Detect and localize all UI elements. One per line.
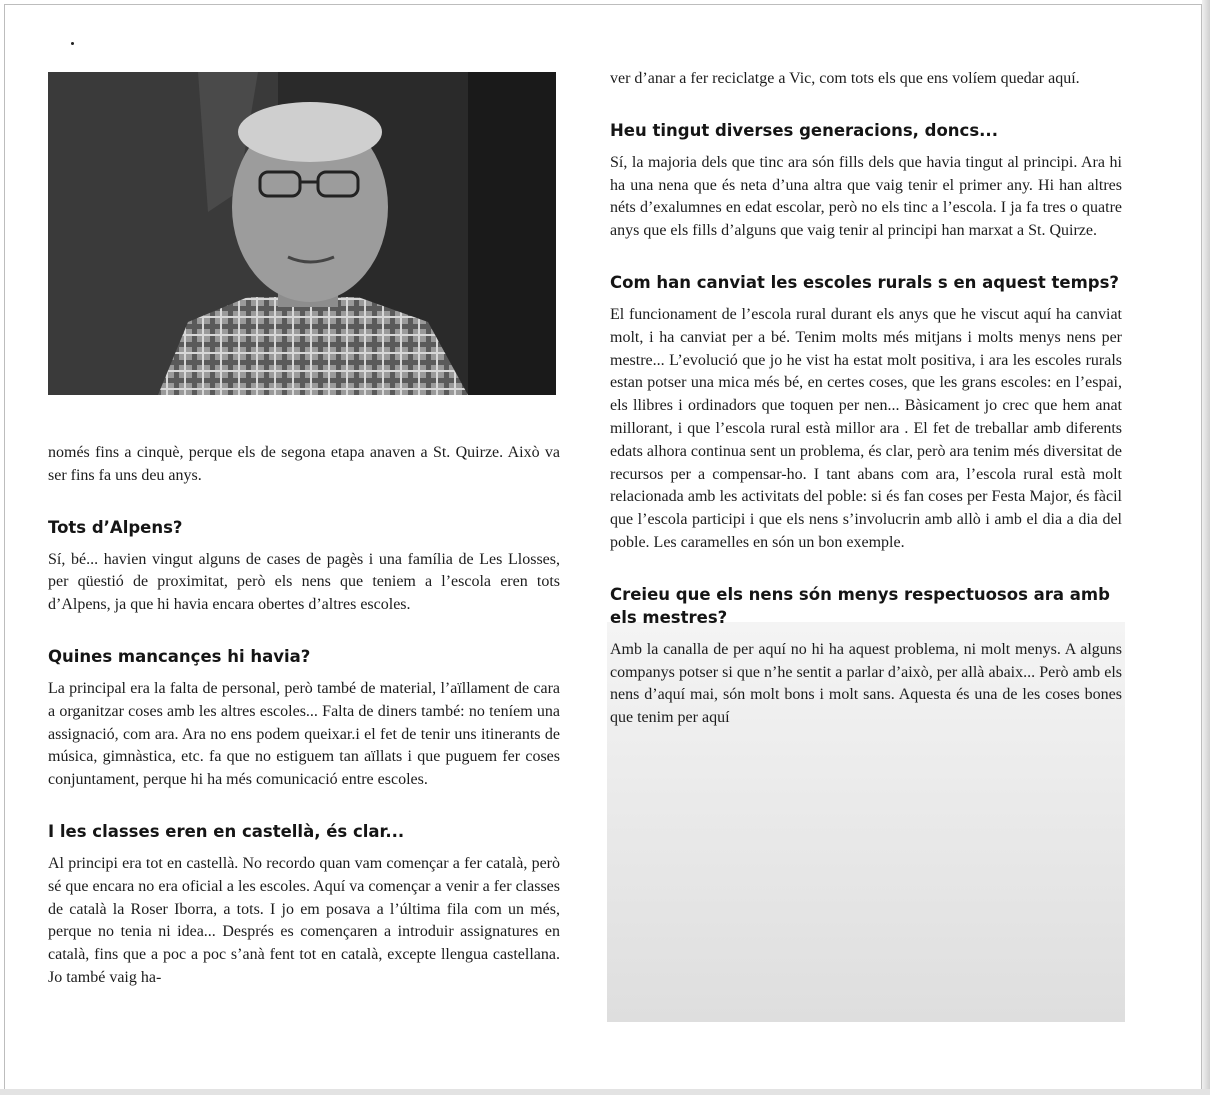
left-column (48, 442, 560, 990)
answer-paragraph: Sí, bé... havien vingut alguns de cases de pagès i una família de Les Llosses, per qüestió de proximitat, però els nens que teniem a l’escola eren tots d’Alpens, ja que hi havia encara obertes d’altres escoles. (48, 550, 560, 614)
question-heading: Heu tingut diverses generacions, doncs... (610, 120, 998, 140)
question-heading: Com han canviat les escoles rurals s en aquest temps? (610, 272, 1119, 292)
question-heading: I les classes eren en castellà, és clar... (48, 821, 405, 841)
scan-edge-bottom (0, 1089, 1210, 1095)
answer-paragraph: Sí, la majoria dels que tinc ara són fills dels que havia tingut al principi. Ara hi ha una nena que és neta d’una altra que vaig tenir el primer any. Hi han altres néts d’exalumnes en edat escolar, però no els tinc a l’escola. I ja fa tres o quatre anys que els fills d’alguns que vaig tenir al principi han marxat a St. Quirze. (610, 153, 1122, 240)
question-heading: Creieu que els nens són menys respectuosos ara amb els mestres? (610, 584, 1110, 627)
answer-paragraph: Al principi era tot en castellà. No recordo quan vam començar a fer català, però sé que encara no era oficial a les escoles. Aquí va començar a venir a fer classes de català la Roser Iborra, a tots. I jo em posava a l’última fila com un més, perque no tenia ni idea... Després es començaren a introduir assignatures en català, fins que a poc a poc s’anà fent tot en català, excepte llengua castellana. Jo també vaig ha- (48, 854, 560, 986)
question-heading: Tots d’Alpens? (48, 517, 183, 537)
right-intro-paragraph: ver d’anar a fer reciclatge a Vic, com tots els que ens volíem quedar aquí. (610, 70, 1080, 87)
answer-paragraph: Amb la canalla de per aquí no hi ha aquest problema, ni molt menys. A alguns companys potser si que n’he sentit a parlar d’això, per allà abaix... Però amb els nens d’aquí mai, són molt bons i molt sans. Aquesta és una de les coses bones que tenim per aquí (610, 640, 1122, 727)
answer-paragraph: La principal era la falta de personal, però també de material, l’aïllament de cara a organitzar coses amb les altres escoles... Falta de diners també: no teníem una assignació, com ara. Ara no ens podem queixar.i el fet de tenir uns itinerants de música, gimnàstica, etc. fa que no estiguem tan aïllats i que puguem fer coses conjuntament, perque hi ha més comunicació entre escoles. (48, 679, 560, 789)
answer-paragraph: El funcionament de l’escola rural durant els anys que he viscut aquí ha canviat molt, i ha canviat per a bé. Tenim molts més mitjans i molts menys nens per mestre... L’evolució que jo he vist ha estat molt positiva, i ara les escoles rurals estan potser una mica més bé, en certes coses, que les grans escoles: en l’espai, els llibres i ordinadors que toquen per nen... Bàsicament jo crec que hem anat millorant, i que l’escola rural està millor ara . El fet de treballar amb diferents edats alhora continua sent un problema, és clar, però ara tenim més diversitat de recursos per a compensar-ho. I tant abans com ara, l’escola rural està molt relacionada amb les activitats del poble: si és fan coses per Festa Major, és fàcil que l’escola participi i que els nens s’involucrin amb allò i amb el dia a dia del poble. Les caramelles en són un bon exemple. (610, 305, 1122, 551)
portrait-photo (48, 72, 556, 395)
right-column (610, 68, 1122, 730)
question-heading: Quines mancançes hi havia? (48, 646, 311, 666)
portrait-illustration (48, 72, 556, 395)
left-intro-paragraph: només fins a cinquè, perque els de segona etapa anaven a St. Quirze. Això va ser fins fa uns deu anys. (48, 444, 560, 484)
scan-edge (1202, 0, 1210, 1095)
speck-mark (71, 42, 74, 45)
